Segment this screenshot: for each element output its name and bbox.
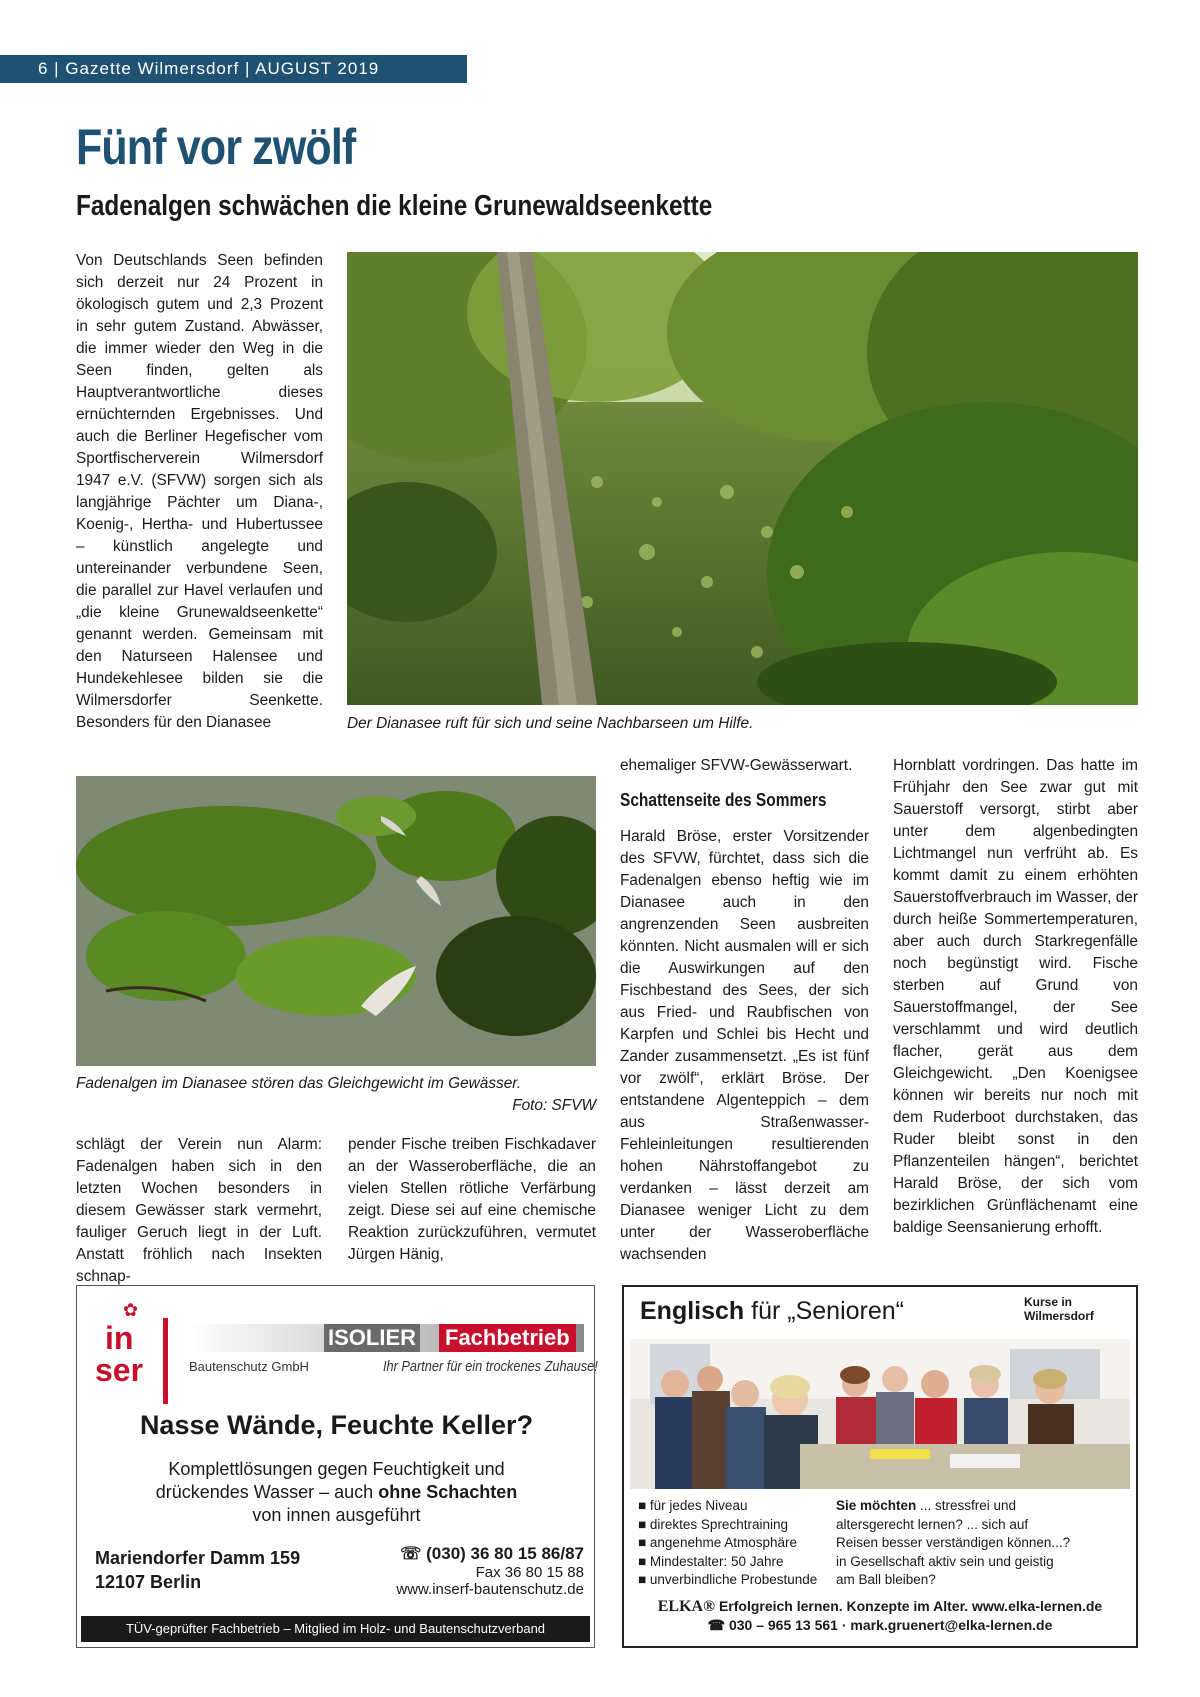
elka-footer-line-1 (624, 1597, 1136, 1616)
article-column-1: schlägt der Verein nun Alarm: Fadenalgen haben sich in den letzten Wochen besonders in diesem Gewässer stark vermehrt, fauliger Geruch liegt in der Luft. Anstatt fröhlich nach Insekten schnap- (76, 1136, 322, 1285)
elka-right-text (836, 1497, 1136, 1590)
bullet-text: direktes Sprechtraining (649, 1516, 788, 1532)
algae-photo-credit: Foto: SFVW (512, 1097, 596, 1114)
seniors-photo-image (630, 1339, 1130, 1489)
algae-photo-caption: Fadenalgen im Dianasee stören das Gleichgewicht im Gewässer. (76, 1075, 522, 1092)
ad-text-line-2 (77, 1481, 596, 1504)
elka-bullet-list (638, 1497, 817, 1590)
elka-website-link[interactable]: www.elka-lernen.de (972, 1598, 1103, 1614)
bullet-item: ■ direktes Sprechtraining (638, 1516, 788, 1532)
section-heading: Schattenseite des Sommers (620, 790, 827, 810)
logo-bar (163, 1318, 168, 1404)
lake-photo-image (347, 252, 1138, 705)
phone-line (347, 1544, 584, 1564)
bullet-text: Mindestalter: 50 Jahre (649, 1553, 784, 1569)
website-link[interactable]: www.inserf-bautenschutz.de (396, 1581, 584, 1598)
lake-photo (347, 252, 1138, 705)
inserf-ad[interactable] (76, 1285, 598, 1648)
badge-line-1: Kurse in (1024, 1295, 1073, 1309)
logo-text-top: in (105, 1320, 134, 1356)
article-column-3-top: ehemaliger SFVW-Gewässerwart. (620, 757, 853, 774)
logo-text-bottom: ser (95, 1352, 144, 1388)
address-city: 12107 Berlin (95, 1572, 202, 1592)
fachbetrieb-label: Fachbetrieb (439, 1324, 576, 1352)
elka-title (640, 1297, 904, 1326)
elka-footer (624, 1597, 1136, 1635)
elka-ad[interactable] (622, 1285, 1138, 1648)
algae-photo (76, 776, 596, 1066)
right-bold: Sie möchten (836, 1498, 917, 1513)
right-line-1-rest: ... stressfrei und (916, 1498, 1017, 1513)
ad-text-line-1: Komplettlösungen gegen Feuchtigkeit und (168, 1459, 505, 1479)
ad-text-line-2a: drückendes Wasser – auch (155, 1482, 374, 1502)
isolier-label: ISOLIER (324, 1324, 420, 1352)
elka-brand: ELKA® (657, 1598, 716, 1615)
elka-title-rest: für „Senioren“ (751, 1297, 904, 1325)
right-line-5: am Ball bleiben? (836, 1572, 936, 1587)
intro-text: Von Deutschlands Seen befinden sich derzeit nur 24 Prozent in ökologisch gutem und 2,3 Prozent in sehr gutem Zustand. Abwässer, die immer wieder den Weg in die Seen finden, gelten als Hauptverantwortliche dieses ernüchternden Ergebnisses. Und auch die Berliner Hegefischer vom Sportfischerverein Wilmersdorf 1947 e.V. (SFVW) sorgen sich als langjährige Pächter um Diana-, Koenig-, Hertha- und Hubertussee – künstlich angelegte und untereinander verbundene Seen, die parallel zur Havel verlaufen und „die kleine Grunewaldseenkette“ genannt werden. Gemeinsam mit den Naturseen Halensee und Hundekehlesee bilden sie die Wilmersdorfer Seenkette. Besonders für den Dianasee (76, 252, 323, 731)
ad-address (95, 1546, 300, 1594)
fax-number: Fax 36 80 15 88 (475, 1564, 584, 1581)
bullet-text: unverbindliche Probestunde (649, 1572, 818, 1587)
ad-headline: Nasse Wände, Feuchte Keller? (139, 1410, 534, 1440)
elka-title-bold: Englisch (640, 1297, 745, 1325)
isolier-banner (189, 1324, 584, 1352)
bullet-text: angenehme Atmosphäre (649, 1535, 798, 1550)
algae-photo-image (76, 776, 596, 1066)
address-street: Mariendorfer Damm 159 (95, 1548, 301, 1568)
seniors-photo (630, 1339, 1130, 1489)
bullet-item: ■ angenehme Atmosphäre (638, 1535, 798, 1550)
right-line-4: in Gesellschaft aktiv sein und geistig (836, 1553, 1054, 1569)
bullet-item: ■ für jedes Niveau (638, 1498, 748, 1513)
elka-badge (1024, 1295, 1094, 1323)
right-line-3: Reisen besser verständigen können...? (836, 1535, 1071, 1550)
elka-slogan: Erfolgreich lernen. Konzepte im Alter. (718, 1598, 969, 1614)
company-name: Bautenschutz GmbH (189, 1359, 309, 1374)
bullet-item: ■ unverbindliche Probestunde (638, 1572, 818, 1587)
ad-text (77, 1458, 596, 1527)
article-title: Fünf vor zwölf (76, 119, 356, 175)
article-column-2: pender Fische treiben Fischkadaver an der Wasseroberfläche, die an vielen Stellen rötliche Verfärbung zeigt. Diese sei auf eine chemische Reaktion zurückzuführen, vermutet Jürgen Hänig, (348, 1136, 596, 1263)
ad-contact (347, 1544, 584, 1598)
lake-photo-caption: Der Dianasee ruft für sich und seine Nachbarseen um Hilfe. (347, 715, 754, 732)
phone-number[interactable]: (030) 36 80 15 86/87 (426, 1544, 584, 1563)
ad-footer: TÜV-geprüfter Fachbetrieb – Mitglied im Holz- und Bautenschutzverband (81, 1616, 590, 1642)
elka-contact-line[interactable]: ☎ 030 – 965 13 561 · mark.gruenert@elka-lernen.de (707, 1617, 1053, 1633)
ad-text-line-2b: ohne Schachten (378, 1482, 518, 1502)
ad-text-line-3: von innen ausgeführt (252, 1505, 421, 1525)
badge-line-2: Wilmersdorf (1024, 1309, 1094, 1323)
phone-icon: ☏ (400, 1544, 427, 1563)
page-header: 6 | Gazette Wilmersdorf | AUGUST 2019 (0, 55, 467, 83)
flower-icon: ✿ (123, 1300, 139, 1320)
bullet-item: ■ Mindestalter: 50 Jahre (638, 1553, 784, 1569)
right-line-1 (836, 1497, 1136, 1516)
right-line-2: altersgerecht lernen? ... sich auf (836, 1516, 1029, 1532)
article-column-4: Hornblatt vordringen. Das hatte im Frühjahr den See zwar gut mit Sauerstoff versorgt, stirbt aber unter dem algenbedingten Lichtmangel nun verfrüht ab. Es kommt damit zu einem erhöhten Sauerstoffverbrauch im Wasser, der durch heiße Sommertemperaturen, aber auch durch Starkregenfälle noch begünstigt wird. Fische sterben auf Grund von Sauerstoffmangel, der See verschlammt und wird deutlich flacher, gerät aus dem Gleichgewicht. „Den Koenigsee können wir bereits nur noch mit dem Ruderboot durchstaken, das Ruder bleibt sonst in den Pflanzenteilen hängen“, berichtet Harald Bröse, der sich vom bezirklichen Grünflächenamt eine baldige Seensanierung erhofft. (893, 757, 1138, 1236)
inserf-logo (95, 1300, 175, 1410)
article-subtitle: Fadenalgen schwächen die kleine Grunewaldseenkette (76, 190, 713, 222)
bullet-text: für jedes Niveau (649, 1498, 748, 1513)
article-column-3: Harald Bröse, erster Vorsitzender des SFVW, fürchtet, dass sich die Fadenalgen ebenso heftig wie im Dianasee auch in den angrenzenden Seen ausbreiten könnten. Nicht ausmalen will er sich die Auswirkungen auf den Fischbestand des Sees, der sich aus Fried- und Raubfischen von Karpfen und Schlei bis Hecht und Zander zusammensetzt. „Es ist fünf vor zwölf“, erklärt Bröse. Der entstandene Algenteppich – dem aus Straßenwasser-Fehleinleitungen resultierenden hohen Nährstoffangebot zu verdanken – lässt derzeit am Dianasee weniger Licht zu dem unter der Wasseroberfläche wachsenden (620, 828, 869, 1263)
slogan: Ihr Partner für ein trockenes Zuhause! (383, 1358, 598, 1375)
